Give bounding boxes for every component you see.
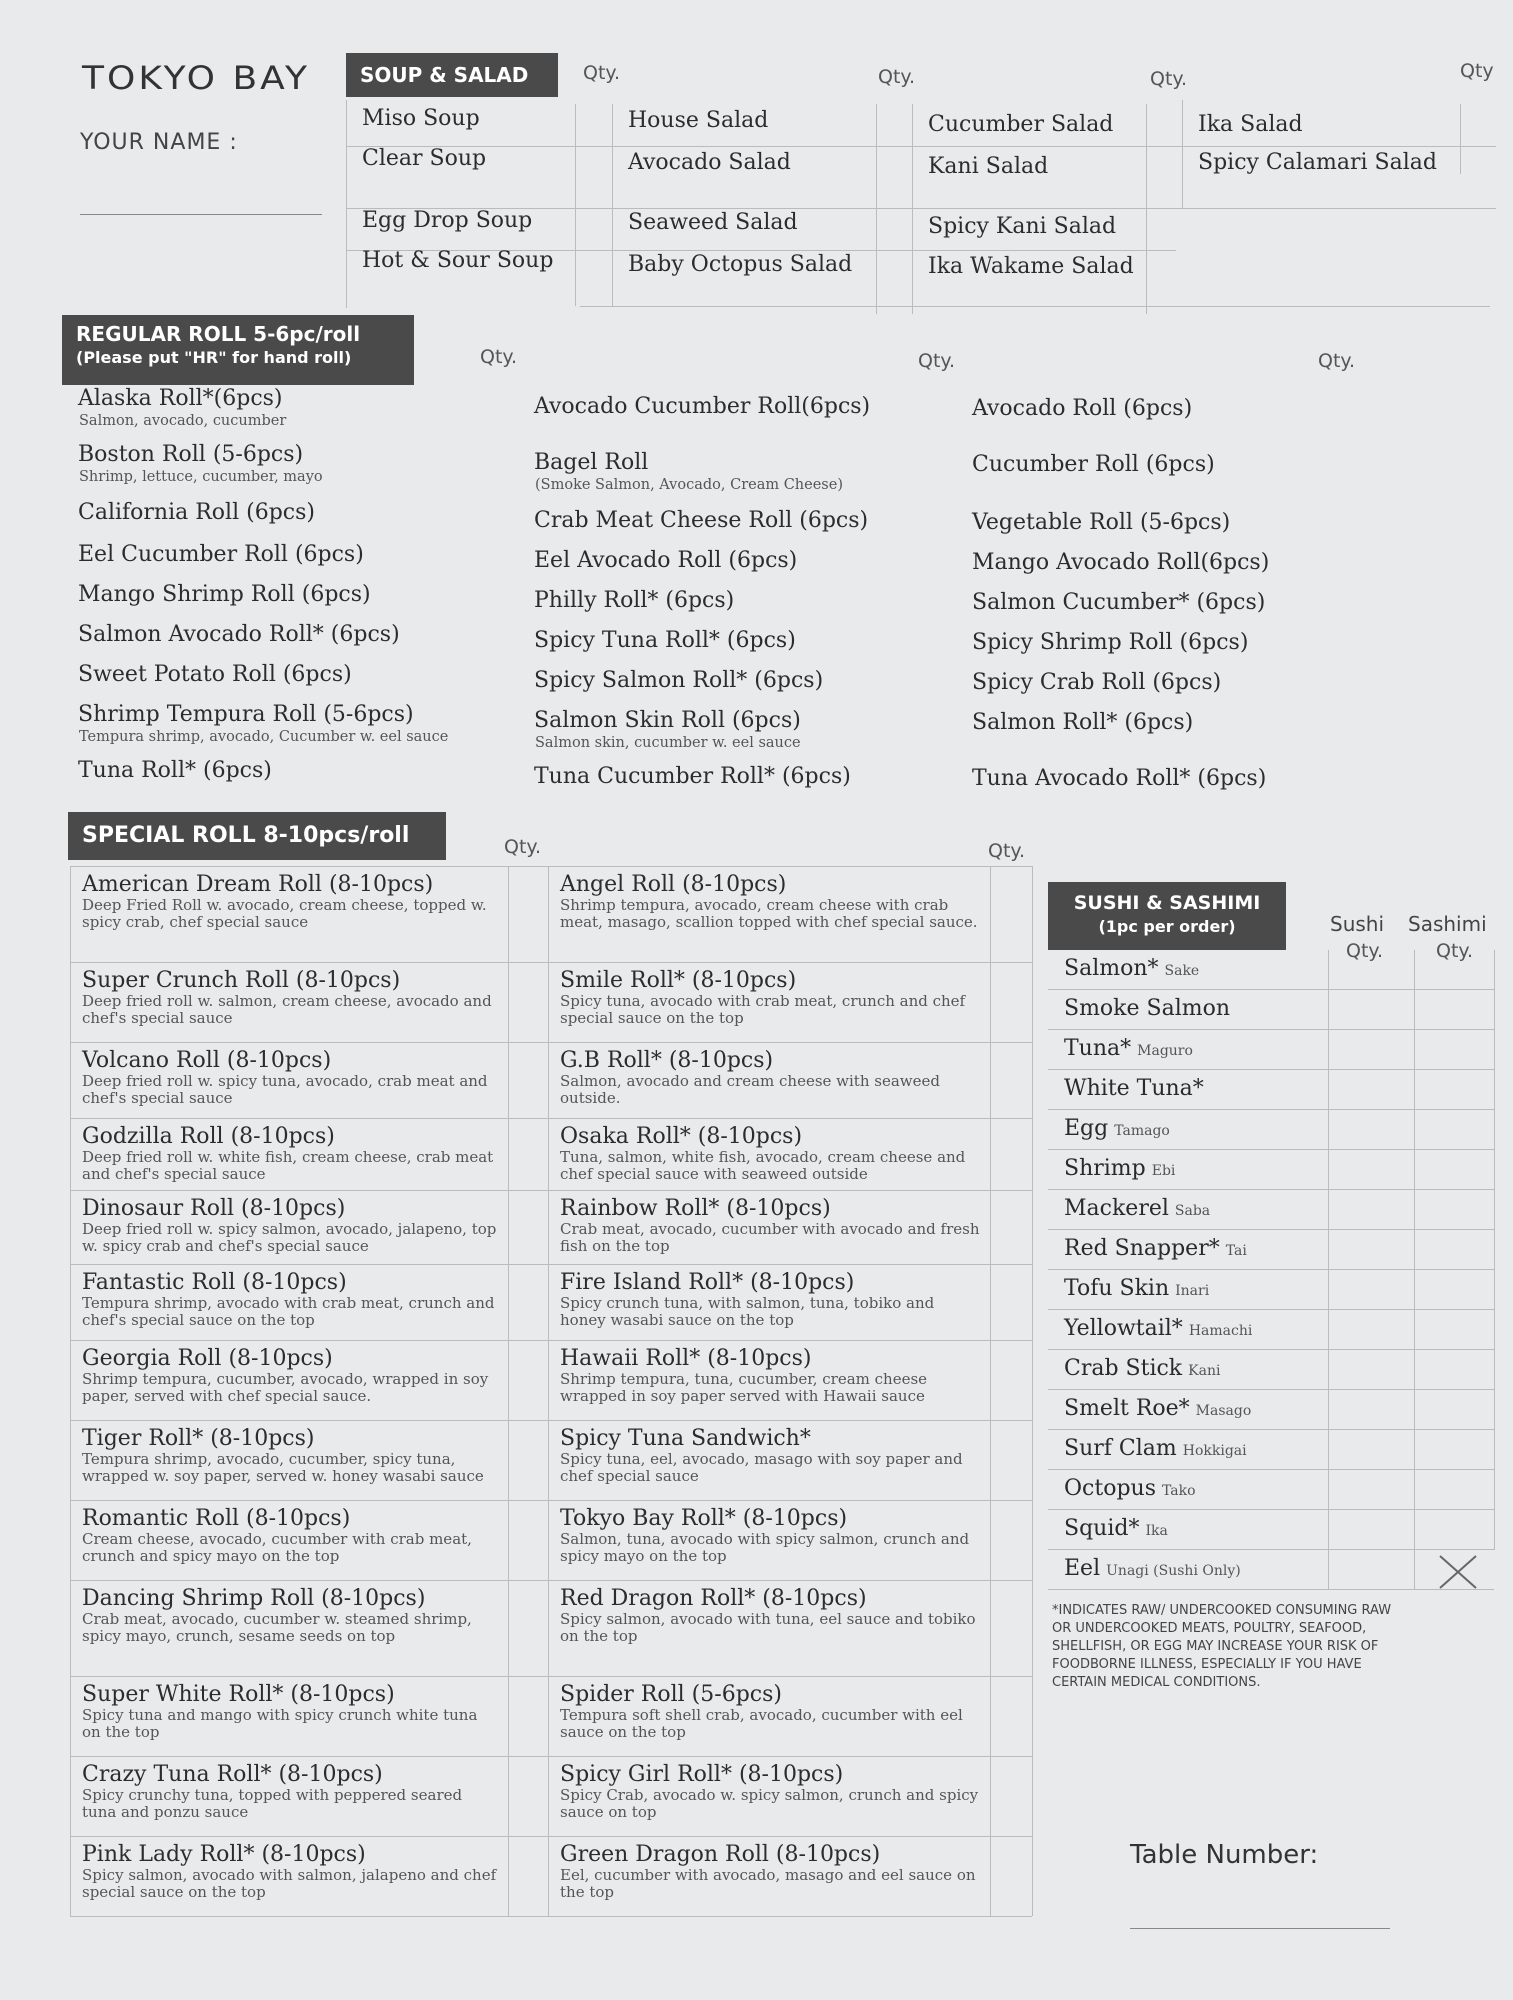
- sushi-name: Surf Clam: [1064, 1436, 1177, 1461]
- roll-name: Super White Roll* (8-10pcs): [82, 1682, 395, 1707]
- roll-name: Spicy Girl Roll* (8-10pcs): [560, 1762, 844, 1787]
- sushi-column-label: Sushi: [1330, 912, 1385, 936]
- sushi-name: Smelt Roe*: [1064, 1396, 1190, 1421]
- roll-name: Dinosaur Roll (8-10pcs): [82, 1196, 346, 1221]
- roll-name: Fantastic Roll (8-10pcs): [82, 1270, 347, 1295]
- special-roll-item: [72, 1836, 508, 1916]
- roll-name: Salmon Skin Roll (6pcs): [534, 708, 801, 733]
- special-roll-item: [550, 1118, 990, 1190]
- roll-description: Deep fried roll w. salmon, cream cheese, avocado and chef's special sauce: [82, 992, 492, 1027]
- sushi-name: White Tuna*: [1064, 1076, 1204, 1101]
- sushi-row: [1048, 1510, 1494, 1550]
- sushi-name: Mackerel: [1064, 1196, 1169, 1221]
- sushi-row: [1048, 1350, 1494, 1390]
- roll-name: Boston Roll (5-6pcs): [78, 442, 304, 467]
- sushi-item: [1064, 1116, 1170, 1141]
- qty-label: Qty.: [504, 836, 541, 858]
- sushi-japanese-name: Hokkigai: [1182, 1443, 1247, 1459]
- roll-name: Tuna Avocado Roll* (6pcs): [972, 766, 1267, 791]
- menu-item: Seaweed Salad: [628, 210, 798, 235]
- sushi-name: Octopus: [1064, 1476, 1156, 1501]
- roll-description: Deep fried roll w. spicy salmon, avocado, jalapeno, top w. spicy crab and chef's special sauce: [82, 1220, 497, 1255]
- special-roll-item: [72, 1500, 508, 1580]
- special-roll-item: [550, 1420, 990, 1500]
- soup-salad-heading: SOUP & SALAD: [346, 53, 558, 97]
- sushi-japanese-name: Ebi: [1151, 1163, 1176, 1179]
- special-roll-item: [72, 1264, 508, 1340]
- special-roll-item: [72, 1042, 508, 1118]
- roll-name: G.B Roll* (8-10pcs): [560, 1048, 774, 1073]
- roll-description: Deep fried roll w. spicy tuna, avocado, crab meat and chef's special sauce: [82, 1072, 488, 1107]
- roll-description: Shrimp, lettuce, cucumber, mayo: [79, 469, 323, 485]
- regular-roll-subtitle: (Please put "HR" for hand roll): [76, 348, 352, 367]
- sushi-row: [1048, 1150, 1494, 1190]
- roll-description: (Smoke Salmon, Avocado, Cream Cheese): [535, 477, 843, 493]
- sushi-japanese-name: Ika: [1145, 1523, 1168, 1539]
- sushi-japanese-name: Maguro: [1137, 1043, 1193, 1059]
- sushi-item: [1064, 1436, 1247, 1461]
- roll-name: Spicy Crab Roll (6pcs): [972, 670, 1222, 695]
- roll-description: Tuna, salmon, white fish, avocado, cream cheese and chef special sauce with seaweed outside: [560, 1148, 966, 1183]
- sushi-item: [1064, 1556, 1241, 1581]
- qty-label: Qty.: [878, 66, 915, 88]
- sushi-item: [1064, 1516, 1168, 1541]
- qty-label: Qty: [1460, 60, 1494, 82]
- special-roll-item: [72, 866, 508, 962]
- roll-name: Sweet Potato Roll (6pcs): [78, 662, 352, 687]
- roll-name: Georgia Roll (8-10pcs): [82, 1346, 333, 1371]
- menu-item: Ika Wakame Salad: [928, 254, 1134, 279]
- qty-label: Qty.: [918, 350, 955, 372]
- roll-name: Spicy Shrimp Roll (6pcs): [972, 630, 1249, 655]
- sushi-row: [1048, 1270, 1494, 1310]
- roll-name: Avocado Cucumber Roll(6pcs): [534, 394, 871, 419]
- roll-name: Salmon Avocado Roll* (6pcs): [78, 622, 400, 647]
- regular-roll-title: REGULAR ROLL 5-6pc/roll: [76, 322, 361, 346]
- sushi-name: Smoke Salmon: [1064, 996, 1231, 1021]
- special-roll-item: [72, 1420, 508, 1500]
- sashimi-column-label: Sashimi: [1408, 912, 1487, 936]
- sushi-row: [1048, 1070, 1494, 1110]
- roll-name: Shrimp Tempura Roll (5-6pcs): [78, 702, 414, 727]
- roll-description: Spicy tuna, avocado with crab meat, crunch and chef special sauce on the top: [560, 992, 966, 1027]
- roll-name: Osaka Roll* (8-10pcs): [560, 1124, 803, 1149]
- sushi-name: Squid*: [1064, 1516, 1140, 1541]
- sushi-item: [1064, 1276, 1209, 1301]
- roll-name: Avocado Roll (6pcs): [972, 396, 1193, 421]
- sushi-row: [1048, 1470, 1494, 1510]
- roll-description: Spicy tuna, eel, avocado, masago with soy paper and chef special sauce: [560, 1450, 963, 1485]
- roll-description: Salmon, avocado, cucumber: [79, 413, 287, 429]
- special-roll-item: [550, 1756, 990, 1836]
- special-roll-item: [550, 1042, 990, 1118]
- roll-name: American Dream Roll (8-10pcs): [82, 872, 434, 897]
- sushi-japanese-name: Saba: [1174, 1203, 1211, 1219]
- roll-description: Spicy crunchy tuna, topped with peppered seared tuna and ponzu sauce: [82, 1786, 463, 1821]
- roll-name: California Roll (6pcs): [78, 500, 315, 525]
- roll-name: Salmon Roll* (6pcs): [972, 710, 1194, 735]
- roll-description: Salmon, tuna, avocado with spicy salmon, crunch and spicy mayo on the top: [560, 1530, 970, 1565]
- sushi-item: [1064, 1196, 1210, 1221]
- roll-name: Tuna Cucumber Roll* (6pcs): [534, 764, 851, 789]
- roll-name: Spicy Tuna Sandwich*: [560, 1426, 811, 1451]
- special-roll-item: [550, 1340, 990, 1420]
- roll-name: Vegetable Roll (5-6pcs): [972, 510, 1231, 535]
- roll-description: Spicy tuna and mango with spicy crunch white tuna on the top: [82, 1706, 478, 1741]
- special-roll-item: [72, 1340, 508, 1420]
- menu-item: Cucumber Salad: [928, 112, 1114, 137]
- sushi-name: Egg: [1064, 1116, 1109, 1141]
- roll-description: Tempura shrimp, avocado with crab meat, crunch and chef's special sauce on the top: [82, 1294, 495, 1329]
- qty-label: Qty.: [1150, 68, 1187, 90]
- menu-item: Baby Octopus Salad: [628, 252, 853, 277]
- special-roll-item: [550, 1580, 990, 1676]
- menu-item: Hot & Sour Soup: [362, 248, 554, 273]
- menu-item: Ika Salad: [1198, 112, 1303, 137]
- roll-description: Eel, cucumber with avocado, masago and eel sauce on the top: [560, 1866, 976, 1901]
- special-roll-item: [550, 1500, 990, 1580]
- roll-name: Tiger Roll* (8-10pcs): [82, 1426, 315, 1451]
- roll-name: Angel Roll (8-10pcs): [560, 872, 787, 897]
- roll-name: Dancing Shrimp Roll (8-10pcs): [82, 1586, 426, 1611]
- roll-name: Pink Lady Roll* (8-10pcs): [82, 1842, 366, 1867]
- sushi-japanese-name: Tai: [1225, 1243, 1247, 1259]
- roll-name: Spider Roll (5-6pcs): [560, 1682, 782, 1707]
- special-roll-item: [72, 1580, 508, 1676]
- sushi-name: Salmon*: [1064, 956, 1159, 981]
- menu-item: Miso Soup: [362, 106, 480, 131]
- sushi-row: [1048, 1390, 1494, 1430]
- roll-description: Shrimp tempura, avocado, cream cheese with crab meat, masago, scallion topped with chef special sauce.: [560, 896, 978, 931]
- roll-name: Smile Roll* (8-10pcs): [560, 968, 797, 993]
- roll-description: Spicy crunch tuna, with salmon, tuna, tobiko and honey wasabi sauce on the top: [560, 1294, 935, 1329]
- sushi-item: [1064, 1076, 1204, 1101]
- roll-name: Mango Shrimp Roll (6pcs): [78, 582, 371, 607]
- sushi-japanese-name: Unagi (Sushi Only): [1106, 1563, 1241, 1579]
- raw-food-notice: *INDICATES RAW/ UNDERCOOKED CONSUMING RAW OR UNDERCOOKED MEATS, POULTRY, SEAFOOD, SHELLFISH, OR EGG MAY INCREASE YOUR RISK OF FOODBORNE ILLNESS, ESPECIALLY IF YOU HAVE CERTAIN MEDICAL CONDITIONS.: [1052, 1603, 1392, 1690]
- sushi-item: [1064, 1156, 1175, 1181]
- sushi-name: Red Snapper*: [1064, 1236, 1220, 1261]
- sushi-row: [1048, 1110, 1494, 1150]
- roll-name: Crab Meat Cheese Roll (6pcs): [534, 508, 869, 533]
- roll-name: Volcano Roll (8-10pcs): [82, 1048, 332, 1073]
- sushi-sashimi-heading: [1048, 882, 1286, 950]
- special-roll-item: [550, 1836, 990, 1916]
- sushi-name: Shrimp: [1064, 1156, 1146, 1181]
- roll-name: Mango Avocado Roll(6pcs): [972, 550, 1270, 575]
- roll-description: Deep fried roll w. white fish, cream cheese, crab meat and chef's special sauce: [82, 1148, 494, 1183]
- roll-name: Crazy Tuna Roll* (8-10pcs): [82, 1762, 383, 1787]
- qty-label: Qty.: [988, 840, 1025, 862]
- menu-item: Kani Salad: [928, 154, 1049, 179]
- roll-description: Spicy salmon, avocado with tuna, eel sauce and tobiko on the top: [560, 1610, 976, 1645]
- special-roll-item: [72, 1756, 508, 1836]
- sushi-japanese-name: Masago: [1195, 1403, 1252, 1419]
- sushi-item: [1064, 1316, 1252, 1341]
- roll-description: Deep Fried Roll w. avocado, cream cheese, topped w. spicy crab, chef special sauce: [82, 896, 487, 931]
- sushi-row: [1048, 1430, 1494, 1470]
- qty-label: Qty.: [1346, 940, 1383, 962]
- special-roll-item: [550, 962, 990, 1042]
- roll-name: Hawaii Roll* (8-10pcs): [560, 1346, 812, 1371]
- roll-name: Red Dragon Roll* (8-10pcs): [560, 1586, 867, 1611]
- regular-roll-heading: [62, 315, 414, 385]
- menu-item: Spicy Kani Salad: [928, 214, 1117, 239]
- sushi-row: [1048, 990, 1494, 1030]
- menu-item: Egg Drop Soup: [362, 208, 533, 233]
- sushi-row: [1048, 1030, 1494, 1070]
- sushi-item: [1064, 1236, 1247, 1261]
- special-roll-item: [550, 1190, 990, 1264]
- not-available-x-icon: [1436, 1552, 1480, 1592]
- special-roll-item: [550, 866, 990, 962]
- roll-description: Spicy Crab, avocado w. spicy salmon, crunch and spicy sauce on top: [560, 1786, 979, 1821]
- roll-description: Cream cheese, avocado, cucumber with crab meat, crunch and spicy mayo on the top: [82, 1530, 472, 1565]
- sushi-row: [1048, 1550, 1494, 1590]
- roll-description: Tempura soft shell crab, avocado, cucumber with eel sauce on the top: [560, 1706, 963, 1741]
- your-name-field[interactable]: [80, 214, 322, 215]
- sushi-japanese-name: Tako: [1162, 1483, 1196, 1499]
- roll-name: Salmon Cucumber* (6pcs): [972, 590, 1266, 615]
- sushi-row: [1048, 1190, 1494, 1230]
- your-name-label: YOUR NAME :: [80, 130, 238, 155]
- sushi-item: [1064, 956, 1199, 981]
- restaurant-logo: TOKYO BAY: [82, 60, 310, 97]
- roll-name: Bagel Roll: [534, 450, 649, 475]
- sushi-row: [1048, 1230, 1494, 1270]
- roll-name: Tuna Roll* (6pcs): [78, 758, 272, 783]
- qty-label: Qty.: [480, 346, 517, 368]
- special-roll-heading: SPECIAL ROLL 8-10pcs/roll: [68, 812, 446, 860]
- sushi-item: [1064, 996, 1230, 1021]
- sushi-row: [1048, 950, 1494, 990]
- roll-name: Spicy Salmon Roll* (6pcs): [534, 668, 824, 693]
- special-roll-item: [72, 1676, 508, 1756]
- roll-description: Tempura shrimp, avocado, cucumber, spicy tuna, wrapped w. soy paper, served w. honey wasabi sauce: [82, 1450, 484, 1485]
- roll-name: Eel Cucumber Roll (6pcs): [78, 542, 364, 567]
- roll-name: Eel Avocado Roll (6pcs): [534, 548, 798, 573]
- roll-name: Alaska Roll*(6pcs): [78, 386, 283, 411]
- sushi-row: [1048, 1310, 1494, 1350]
- roll-name: Romantic Roll (8-10pcs): [82, 1506, 351, 1531]
- special-roll-item: [72, 1190, 508, 1264]
- roll-description: Spicy salmon, avocado with salmon, jalapeno and chef special sauce on the top: [82, 1866, 497, 1901]
- sushi-name: Tofu Skin: [1064, 1276, 1170, 1301]
- menu-item: Spicy Calamari Salad: [1198, 150, 1437, 175]
- roll-description: Shrimp tempura, tuna, cucumber, cream cheese wrapped in soy paper served with Hawaii sauce: [560, 1370, 928, 1405]
- roll-name: Godzilla Roll (8-10pcs): [82, 1124, 335, 1149]
- sushi-name: Crab Stick: [1064, 1356, 1183, 1381]
- sushi-sashimi-title: SUSHI & SASHIMI: [1073, 892, 1261, 914]
- sushi-item: [1064, 1396, 1251, 1421]
- sushi-name: Tuna*: [1064, 1036, 1132, 1061]
- roll-name: Philly Roll* (6pcs): [534, 588, 735, 613]
- menu-item: House Salad: [628, 108, 769, 133]
- roll-name: Super Crunch Roll (8-10pcs): [82, 968, 401, 993]
- roll-name: Green Dragon Roll (8-10pcs): [560, 1842, 881, 1867]
- roll-description: Tempura shrimp, avocado, Cucumber w. eel sauce: [79, 729, 449, 745]
- special-roll-item: [550, 1264, 990, 1340]
- special-roll-item: [72, 1118, 508, 1190]
- menu-item: Avocado Salad: [628, 150, 791, 175]
- sushi-name: Eel: [1064, 1556, 1101, 1581]
- roll-description: Crab meat, avocado, cucumber with avocado and fresh fish on the top: [560, 1220, 980, 1255]
- sushi-item: [1064, 1036, 1193, 1061]
- roll-name: Cucumber Roll (6pcs): [972, 452, 1215, 477]
- sushi-item: [1064, 1356, 1220, 1381]
- table-number-label: Table Number:: [1130, 1840, 1319, 1870]
- sushi-japanese-name: Hamachi: [1188, 1323, 1253, 1339]
- roll-description: Salmon, avocado and cream cheese with seaweed outside.: [560, 1072, 940, 1107]
- menu-item: Clear Soup: [362, 146, 487, 171]
- table-number-field[interactable]: [1130, 1928, 1390, 1929]
- sushi-japanese-name: Sake: [1164, 963, 1200, 979]
- sushi-name: Yellowtail*: [1064, 1316, 1183, 1341]
- qty-label: Qty.: [583, 62, 620, 84]
- sushi-item: [1064, 1476, 1196, 1501]
- sushi-japanese-name: Kani: [1188, 1363, 1221, 1379]
- roll-name: Rainbow Roll* (8-10pcs): [560, 1196, 831, 1221]
- sushi-japanese-name: Tamago: [1114, 1123, 1170, 1139]
- sushi-japanese-name: Inari: [1175, 1283, 1210, 1299]
- sushi-sashimi-subtitle: (1pc per order): [1098, 917, 1236, 936]
- roll-description: Crab meat, avocado, cucumber w. steamed shrimp, spicy mayo, crunch, sesame seeds on top: [82, 1610, 472, 1645]
- roll-description: Shrimp tempura, cucumber, avocado, wrapped in soy paper, served with chef special sauce.: [82, 1370, 489, 1405]
- roll-name: Spicy Tuna Roll* (6pcs): [534, 628, 796, 653]
- roll-description: Salmon skin, cucumber w. eel sauce: [535, 735, 801, 751]
- roll-name: Tokyo Bay Roll* (8-10pcs): [560, 1506, 848, 1531]
- special-roll-item: [72, 962, 508, 1042]
- roll-name: Fire Island Roll* (8-10pcs): [560, 1270, 855, 1295]
- qty-label: Qty.: [1318, 350, 1355, 372]
- qty-label: Qty.: [1436, 940, 1473, 962]
- special-roll-item: [550, 1676, 990, 1756]
